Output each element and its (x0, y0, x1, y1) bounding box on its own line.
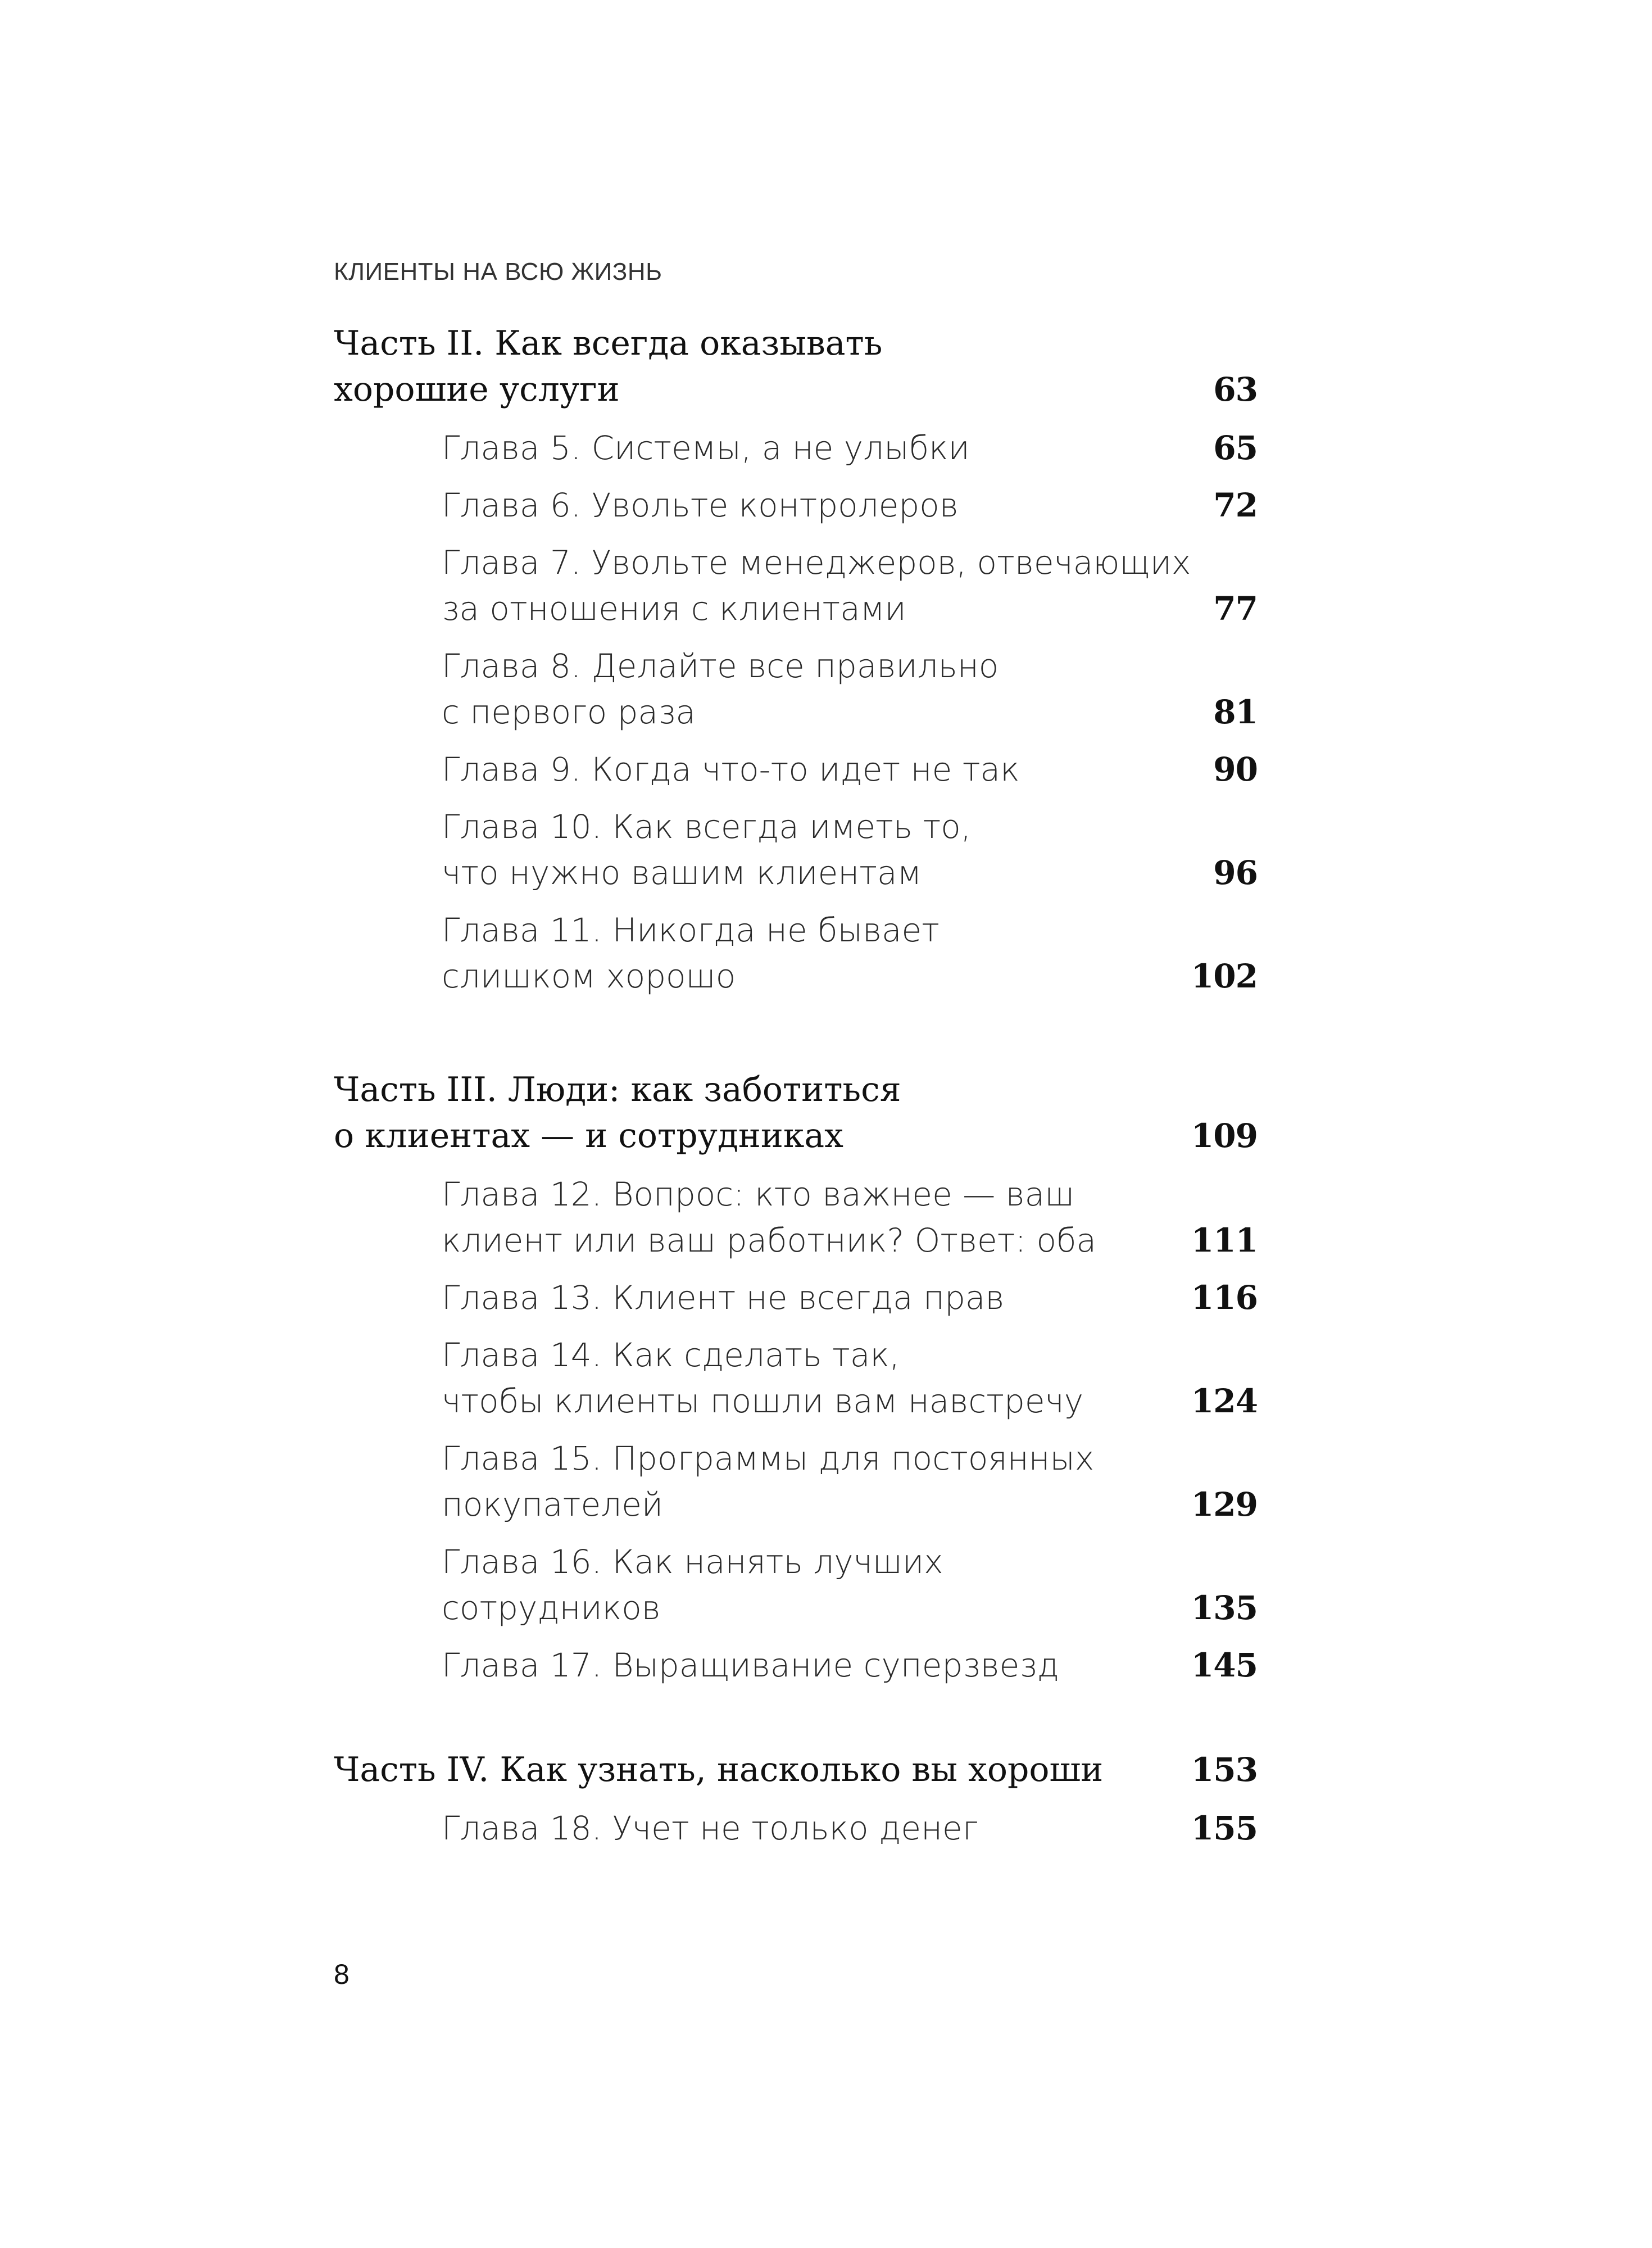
chapter-page-number: 102 (1191, 957, 1258, 995)
part-page-number: 153 (1191, 1751, 1258, 1789)
chapter-title: Глава 6. Увольте контролеров (442, 486, 959, 524)
toc-part-2-chapters (442, 425, 1258, 999)
part-title: Часть IV. Как узнать, насколько вы хороши (334, 1750, 1104, 1789)
toc-chapter (442, 1435, 1258, 1528)
chapter-page-number: 111 (1191, 1221, 1258, 1259)
chapter-title: Глава 13. Клиент не всегда прав (442, 1279, 1005, 1317)
toc-part-3 (334, 1067, 1258, 1159)
chapter-title: Глава 17. Выращивание суперзвезд (442, 1646, 1059, 1684)
part-title: Часть II. Как всегда оказывать хорошие услуги (334, 324, 883, 409)
chapter-title: Глава 16. Как нанять лучших сотрудников (442, 1543, 943, 1627)
part-title: Часть III. Люди: как заботиться о клиентах — и сотрудниках (334, 1070, 901, 1155)
chapter-title: Глава 5. Системы, а не улыбки (442, 429, 970, 467)
running-header: КЛИЕНТЫ НА ВСЮ ЖИЗНЬ (334, 258, 662, 285)
chapter-page-number: 145 (1191, 1646, 1258, 1684)
chapter-title: Глава 12. Вопрос: кто важнее — ваш клиент или ваш работник? Ответ: оба (442, 1175, 1097, 1259)
chapter-page-number: 129 (1191, 1485, 1258, 1524)
chapter-title: Глава 7. Увольте менеджеров, отвечающих за отношения с клиентами (442, 543, 1191, 628)
chapter-page-number: 90 (1213, 750, 1258, 788)
toc-chapter (442, 425, 1258, 471)
page-number: 8 (334, 1959, 350, 1990)
chapter-page-number: 116 (1191, 1279, 1258, 1317)
toc-chapter (442, 1642, 1258, 1688)
toc-chapter (442, 1805, 1258, 1851)
chapter-page-number: 135 (1191, 1589, 1258, 1627)
table-of-contents (334, 320, 1258, 1862)
chapter-page-number: 155 (1191, 1809, 1258, 1847)
toc-part-4-chapters (442, 1805, 1258, 1851)
chapter-page-number: 72 (1213, 486, 1258, 524)
chapter-page-number: 124 (1191, 1382, 1258, 1420)
toc-chapter (442, 907, 1258, 999)
chapter-title: Глава 18. Учет не только денег (442, 1809, 979, 1847)
toc-chapter (442, 482, 1258, 528)
toc-chapter (442, 1332, 1258, 1424)
toc-chapter (442, 540, 1258, 632)
chapter-page-number: 77 (1213, 590, 1258, 628)
chapter-title: Глава 9. Когда что-то идет не так (442, 750, 1020, 788)
spacer (334, 1699, 1258, 1747)
chapter-title: Глава 15. Программы для постоянных покупателей (442, 1439, 1095, 1524)
toc-part-4 (334, 1747, 1258, 1793)
toc-chapter (442, 643, 1258, 735)
spacer (334, 1010, 1258, 1067)
chapter-page-number: 65 (1213, 429, 1258, 467)
toc-chapter (442, 1275, 1258, 1321)
toc-chapter (442, 804, 1258, 896)
chapter-title: Глава 11. Никогда не бывает слишком хорошо (442, 911, 940, 995)
toc-chapter (442, 1171, 1258, 1263)
toc-chapter (442, 1539, 1258, 1631)
chapter-title: Глава 14. Как сделать так, чтобы клиенты пошли вам навстречу (442, 1336, 1084, 1420)
toc-part-2 (334, 320, 1258, 413)
toc-chapter (442, 746, 1258, 792)
chapter-title: Глава 10. Как всегда иметь то, что нужно вашим клиентам (442, 808, 972, 892)
chapter-page-number: 96 (1213, 854, 1258, 892)
part-page-number: 109 (1191, 1117, 1258, 1155)
chapter-title: Глава 8. Делайте все правильно с первого раза (442, 647, 999, 731)
part-page-number: 63 (1213, 370, 1258, 409)
chapter-page-number: 81 (1213, 693, 1258, 731)
toc-part-3-chapters (442, 1171, 1258, 1688)
